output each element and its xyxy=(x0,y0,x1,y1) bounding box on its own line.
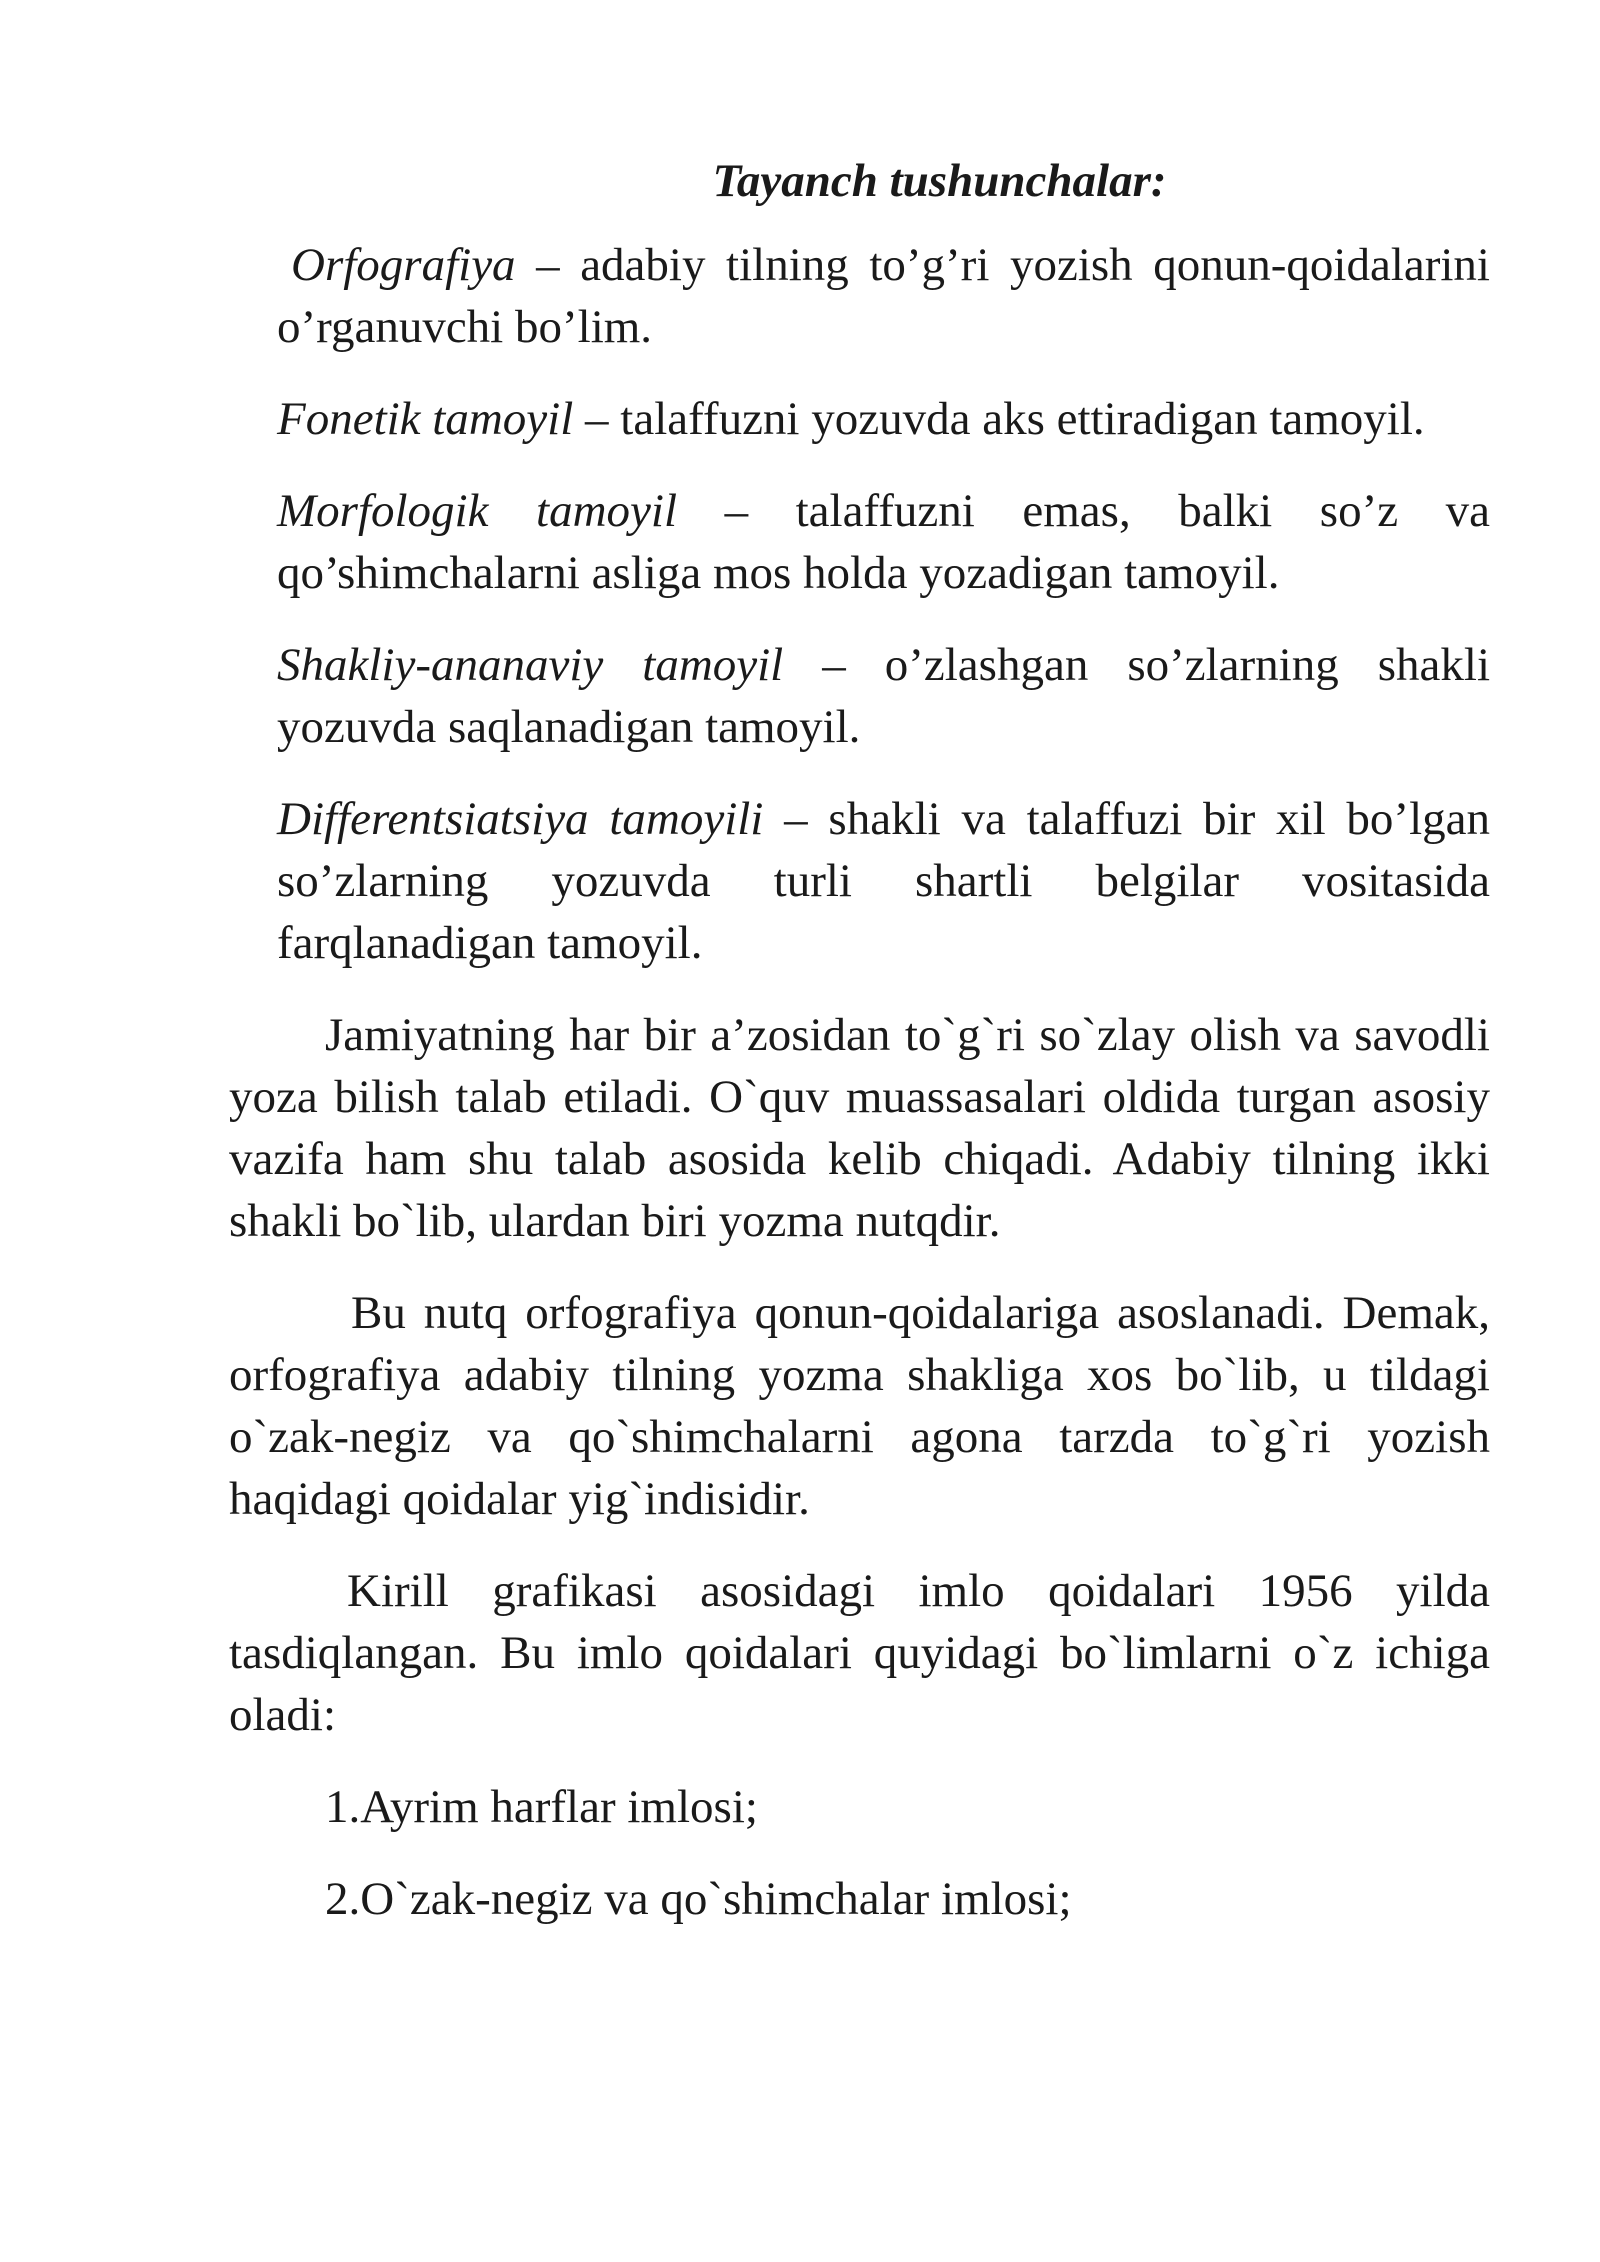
definition-shakliy xyxy=(277,634,1490,758)
definition-text: – talaffuzni emas, balki so’z va qo’shimchalarni asliga mos holda yozadigan tamoyil. xyxy=(277,485,1490,599)
body-paragraph: Kirill grafikasi asosidagi imlo qoidalari 1956 yilda tasdiqlangan. Bu imlo qoidalari quyidagi bo`limlarni o`z ichiga oladi: xyxy=(229,1565,1490,1741)
body-paragraph: Jamiyatning har bir a’zosidan to`g`ri so`zlay olish va savodli yoza bilish talab etiladi. O`quv muassasalari oldida turgan asosiy vazifa ham shu talab asosida kelib chiqadi. Adabiy tilning ikki shakli bo`lib, ulardan biri yozma nutqdir. xyxy=(229,1009,1490,1247)
definition-fonetik xyxy=(277,388,1490,450)
definition-term: Fonetik tamoyil xyxy=(277,393,574,445)
definition-term: Differentsiatsiya tamoyili xyxy=(277,793,764,845)
definition-term: Shakliy-ananaviy tamoyil xyxy=(277,639,784,691)
definition-differentsiatsiya xyxy=(277,788,1490,974)
body-paragraph: Bu nutq orfografiya qonun-qoidalariga asoslanadi. Demak, orfografiya adabiy tilning yozma shakliga xos bo`lib, u tildagi o`zak-negiz va qo`shimchalarni agona tarzda to`g`ri yozish haqidagi qoidalar yig`indisidir. xyxy=(229,1287,1490,1525)
definition-text: – adabiy tilning to’g’ri yozish qonun-qoidalarini o’rganuvchi bo’lim. xyxy=(277,239,1490,353)
definition-text: – o’zlashgan so’zlarning shakli yozuvda saqlanadigan tamoyil. xyxy=(277,639,1491,753)
document-page xyxy=(229,150,1490,1960)
definition-text: – shakli va talaffuzi bir xil bo’lgan so’zlarning yozuvda turli shartli belgilar vositasida farqlanadigan tamoyil. xyxy=(277,793,1490,969)
definition-term: Morfologik tamoyil xyxy=(277,485,678,537)
list-item: 1.Ayrim harflar imlosi; xyxy=(325,1781,758,1833)
definition-term: Orfografiya xyxy=(291,239,516,291)
section-heading: Tayanch tushunchalar: xyxy=(712,155,1167,207)
definition-orfografiya xyxy=(277,234,1490,358)
definition-text: – talaffuzni yozuvda aks ettiradigan tamoyil. xyxy=(573,393,1425,445)
list-item: 2.O`zak-negiz va qo`shimchalar imlosi; xyxy=(325,1873,1072,1925)
definition-morfologik xyxy=(277,480,1490,604)
